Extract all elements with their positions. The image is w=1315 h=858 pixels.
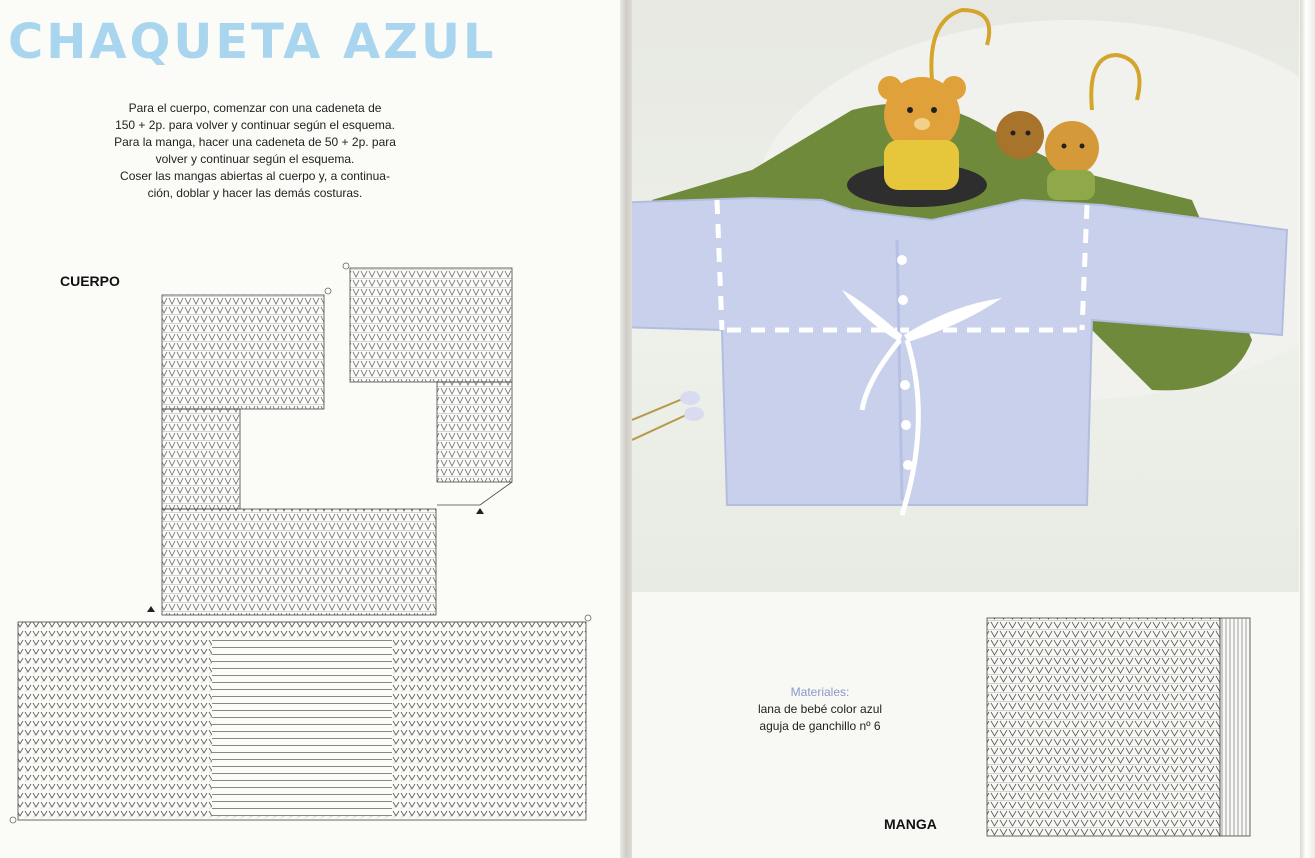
instruction-line: ción, doblar y hacer las demás costuras. — [147, 186, 363, 200]
instruction-line: volver y continuar según el esquema. — [155, 152, 355, 166]
sleeve-diagram-label: MANGA — [884, 816, 937, 832]
instruction-line: Para la manga, hacer una cadeneta de 50 + 2p. para — [114, 135, 396, 149]
pin-icon — [632, 391, 704, 440]
instruction-line: Para el cuerpo, comenzar con una cadeneta de — [128, 101, 382, 115]
body-crochet-chart — [0, 0, 625, 858]
materials-item: lana de bebé color azul — [757, 702, 883, 716]
materials-title: Materiales: — [790, 685, 850, 699]
yoke-right-block — [350, 268, 512, 482]
materials-item: aguja de ganchillo nº 6 — [759, 719, 881, 733]
cardigan-illustration — [632, 0, 1299, 592]
page-title: CHAQUETA AZUL — [8, 14, 497, 70]
left-column-block — [162, 409, 240, 509]
yoke-left-block — [162, 295, 324, 409]
materials-box — [715, 684, 925, 735]
page-edge — [1300, 0, 1315, 858]
body-diagram-label: CUERPO — [60, 273, 120, 289]
cardigan-photo — [632, 0, 1299, 592]
instruction-line: Coser las mangas abiertas al cuerpo y, a continua- — [120, 169, 390, 183]
instruction-line: 150 + 2p. para volver y continuar según el esquema. — [115, 118, 395, 132]
